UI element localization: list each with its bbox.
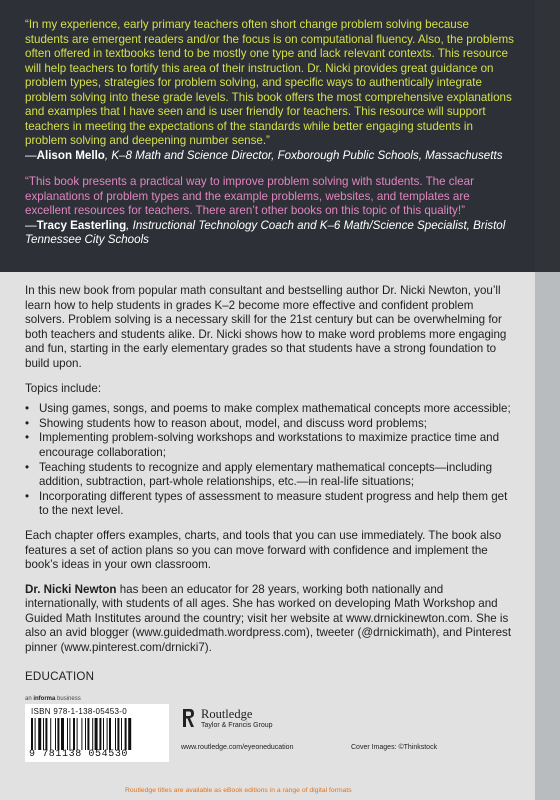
barcode-number: 9 781138 054530 [29,749,129,760]
list-item: • Implementing problem-solving workshops and workstations to maximize practice time and encourage collaboration; [25,431,515,460]
cover-credit: Cover Images: ©Thinkstock [351,744,438,751]
ebook-note: Routledge titles are available as eBook editions in a range of digital formats [125,787,352,794]
category-label: EDUCATION [25,669,95,683]
isbn-number: ISBN 978-1-138-05453-0 [31,707,127,716]
topics-list [25,402,515,519]
spine-lower [535,272,560,800]
attribution-easterling: —Tracy Easterling, Instructional Technology Coach and K–6 Math/Science Specialist, Bristol Tennessee City Schools [25,218,506,246]
publisher-subtitle: Taylor & Francis Group [201,722,273,729]
list-item: • Showing students how to reason about, model, and discuss word problems; [25,417,515,432]
list-item: • Using games, songs, and poems to make complex mathematical concepts more accessible; [25,402,515,417]
intro-paragraph: In this new book from popular math consultant and bestselling author Dr. Nicki Newton, you’ll learn how to help students in grades K–2 become more effective and confident problem solvers. Problem solving is a necessary skill for the 21st century but can be overwhelming for both teachers and students alike. Dr. Nicki shows how to make word problems more engaging and fun, starting in the early elementary grades so that students have a strong foundation to build upon. [25,284,507,370]
quote-easterling: “This book presents a practical way to improve problem solving with students. The clear explanations of problem types and the example problems, websites, and templates are excellent resources for teachers. There aren’t other books on this topic of this quality!” [25,175,474,217]
informa-line: an informa business [25,696,81,702]
testimonials-panel [0,0,535,272]
attribution-mello: —Alison Mello, K–8 Math and Science Director, Foxborough Public Schools, Massachusetts [25,148,503,162]
chapter-paragraph: Each chapter offers examples, charts, and tools that you can use immediately. The book also features a set of action plans so you can move forward with confidence and implement the book’s ideas in your own classroom. [25,528,502,572]
list-item: • Incorporating different types of assessment to measure student progress and help them get to the next level. [25,490,515,519]
book-spine [535,0,560,800]
back-cover-footer [25,696,535,800]
routledge-logo-icon [181,708,195,728]
attribution-name: Tracy Easterling [36,218,127,232]
author-bio: Dr. Nicki Newton has been an educator for 28 years, working both nationally and internationally, with students of all ages. She has worked on developing Math Workshop and Guided Math Institutes around the country; visit her website at www.drnickinewton.com. She is also an avid blogger (www.guidedmath.wordpress.com), tweeter (@drnickimath), and Pinterest pinner (www.pinterest.com/drnicki7). [25,582,512,655]
barcode-icon [31,718,163,750]
topics-heading: Topics include: [25,381,102,395]
attribution-name: Alison Mello [36,148,105,162]
author-name: Dr. Nicki Newton [25,582,117,596]
publisher-name: Routledge [201,707,253,721]
quote-mello: “In my experience, early primary teachers often short change problem solving because students are emergent readers and/or the focus is on computational fluency. Also, the problems often offered in textbooks tend to be mostly one type and lack relevant contexts. This resource will help teachers to fortify this area of their instruction. Dr. Nicki provides great guidance on problem types, strategies for problem solving, and specific ways to authentically integrate problem solving into these grade levels. This book offers the most comprehensive explanations and examples that I have seen and is user friendly for teachers. This resource will support teachers in meeting the expectations of the standards while better engaging students in problem solving and deepening number sense.” [25,18,514,147]
isbn-barcode-box [25,704,169,762]
publisher-url[interactable]: www.routledge.com/eyeoneducation [181,744,294,751]
attribution-title: , K–8 Math and Science Director, Foxborough Public Schools, Massachusetts [104,148,503,162]
list-item: • Teaching students to recognize and apply elementary mathematical concepts—including addition, subtraction, part-whole relationships, etc.—in real-life situations; [25,461,515,490]
attribution-title: , Instructional Technology Coach and K–6 Math/Science Specialist, Bristol Tennessee City Schools [25,218,506,246]
